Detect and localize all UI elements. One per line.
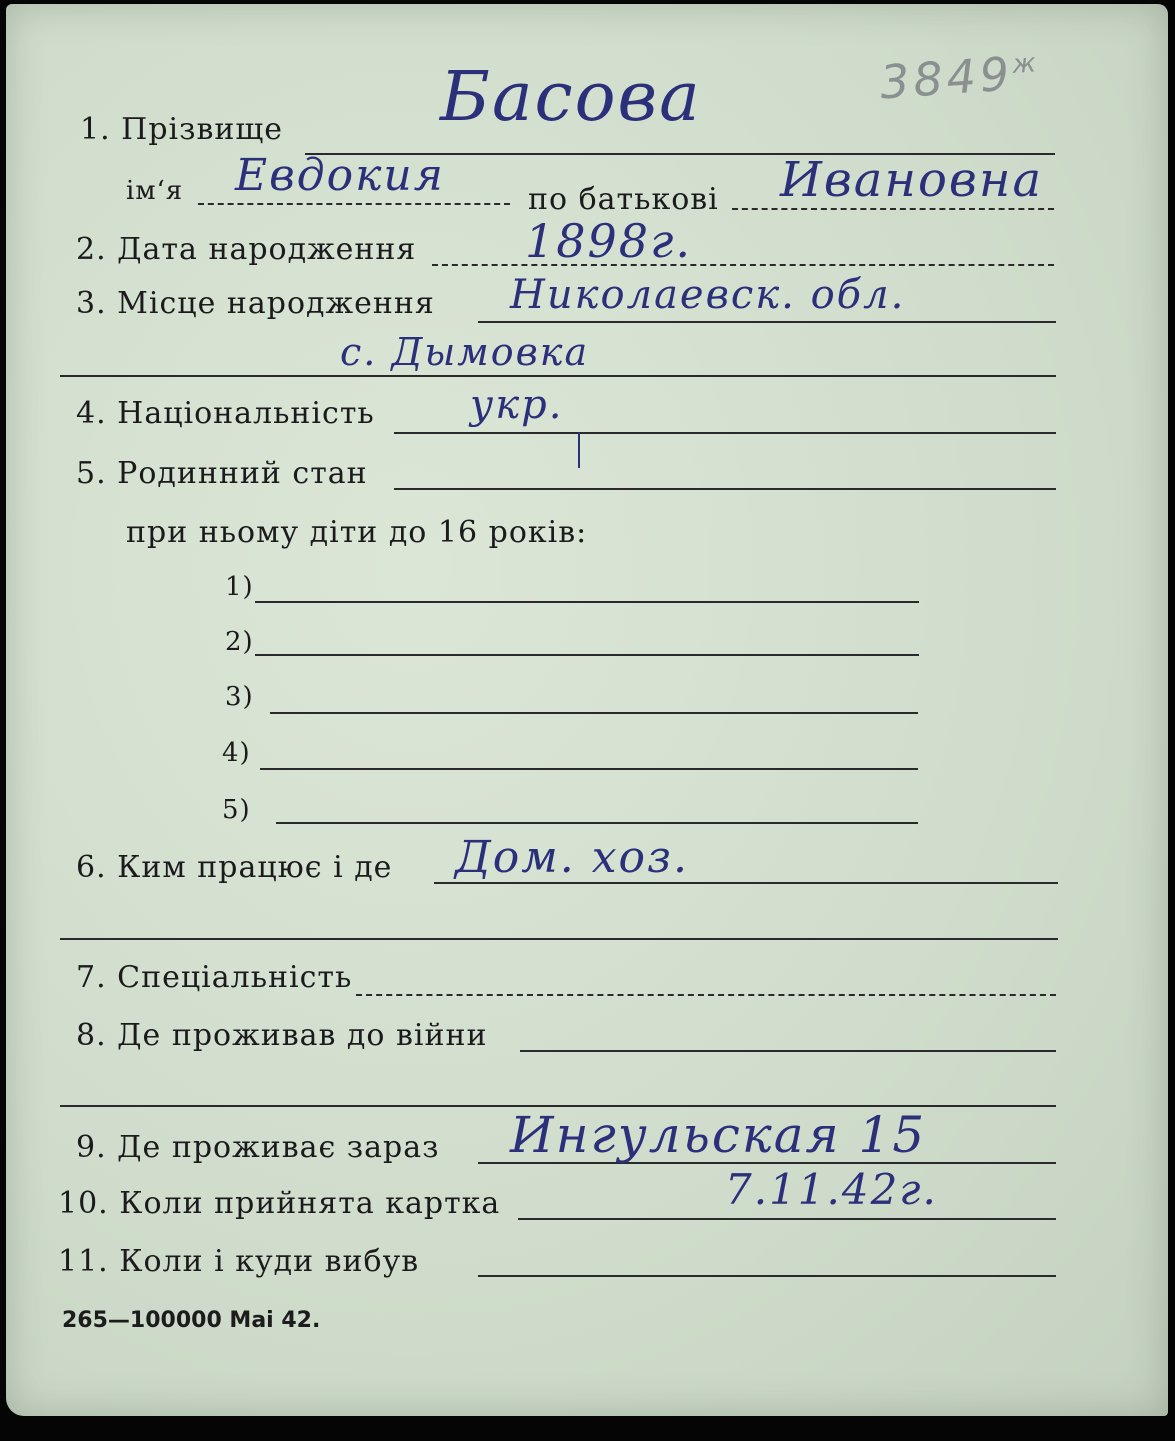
card-accepted-line — [518, 1218, 1056, 1220]
birth-date-value: 1898г. — [525, 214, 692, 268]
work-value: Дом. хоз. — [455, 832, 690, 883]
specialty-label: 7. Спеціальність — [76, 960, 353, 995]
prewar-residence-line-1 — [520, 1050, 1056, 1052]
surname-label: 1. Прізвище — [80, 112, 284, 147]
name-label: ім‘я — [126, 176, 184, 206]
birth-place-label: 3. Місце народження — [76, 286, 435, 321]
child-4-label: 4) — [222, 738, 251, 768]
child-3-line — [270, 712, 918, 714]
prewar-residence-label: 8. Де проживав до війни — [76, 1018, 488, 1053]
birth-date-label: 2. Дата народження — [76, 232, 417, 267]
name-line — [198, 203, 510, 205]
nationality-line — [394, 432, 1056, 434]
child-1-label: 1) — [225, 572, 254, 602]
card-accepted-value: 7.11.42г. — [725, 1165, 938, 1214]
marital-status-line — [394, 488, 1056, 490]
print-code: 265—100000 Mai 42. — [62, 1308, 321, 1333]
patronymic-label: по батькові — [528, 182, 719, 217]
child-1-line — [255, 601, 919, 603]
birth-place-value-2: с. Дымовка — [340, 330, 590, 374]
marital-status-label: 5. Родинний стан — [76, 456, 368, 491]
child-4-line — [260, 768, 918, 770]
nationality-value: укр. — [470, 382, 564, 428]
child-2-label: 2) — [225, 627, 254, 657]
child-5-line — [276, 822, 918, 824]
work-label: 6. Ким працює і де — [76, 850, 393, 885]
birth-place-line-2 — [60, 375, 1056, 377]
child-2-line — [255, 654, 919, 656]
archive-number: $3849^ж$ — [878, 46, 1041, 110]
departure-label: 11. Коли і куди вибув — [58, 1244, 420, 1279]
nationality-label: 4. Національність — [76, 396, 375, 431]
specialty-line — [356, 994, 1056, 996]
departure-line — [478, 1275, 1056, 1277]
card-accepted-label: 10. Коли прийнята картка — [58, 1186, 501, 1221]
name-value: Евдокия — [235, 150, 445, 201]
patronymic-value: Ивановна — [780, 152, 1044, 208]
pen-stroke — [578, 432, 580, 468]
birth-place-line-1 — [478, 321, 1056, 323]
patronymic-line — [732, 208, 1054, 210]
children-label: при ньому діти до 16 років: — [126, 515, 588, 550]
birth-place-value-1: Николаевск. обл. — [510, 272, 906, 318]
work-line-2 — [60, 938, 1058, 940]
current-residence-label: 9. Де проживає зараз — [76, 1130, 440, 1165]
current-residence-value: Ингульская 15 — [510, 1106, 927, 1164]
surname-value: Басова — [440, 58, 702, 137]
child-5-label: 5) — [222, 795, 251, 825]
child-3-label: 3) — [225, 682, 254, 712]
